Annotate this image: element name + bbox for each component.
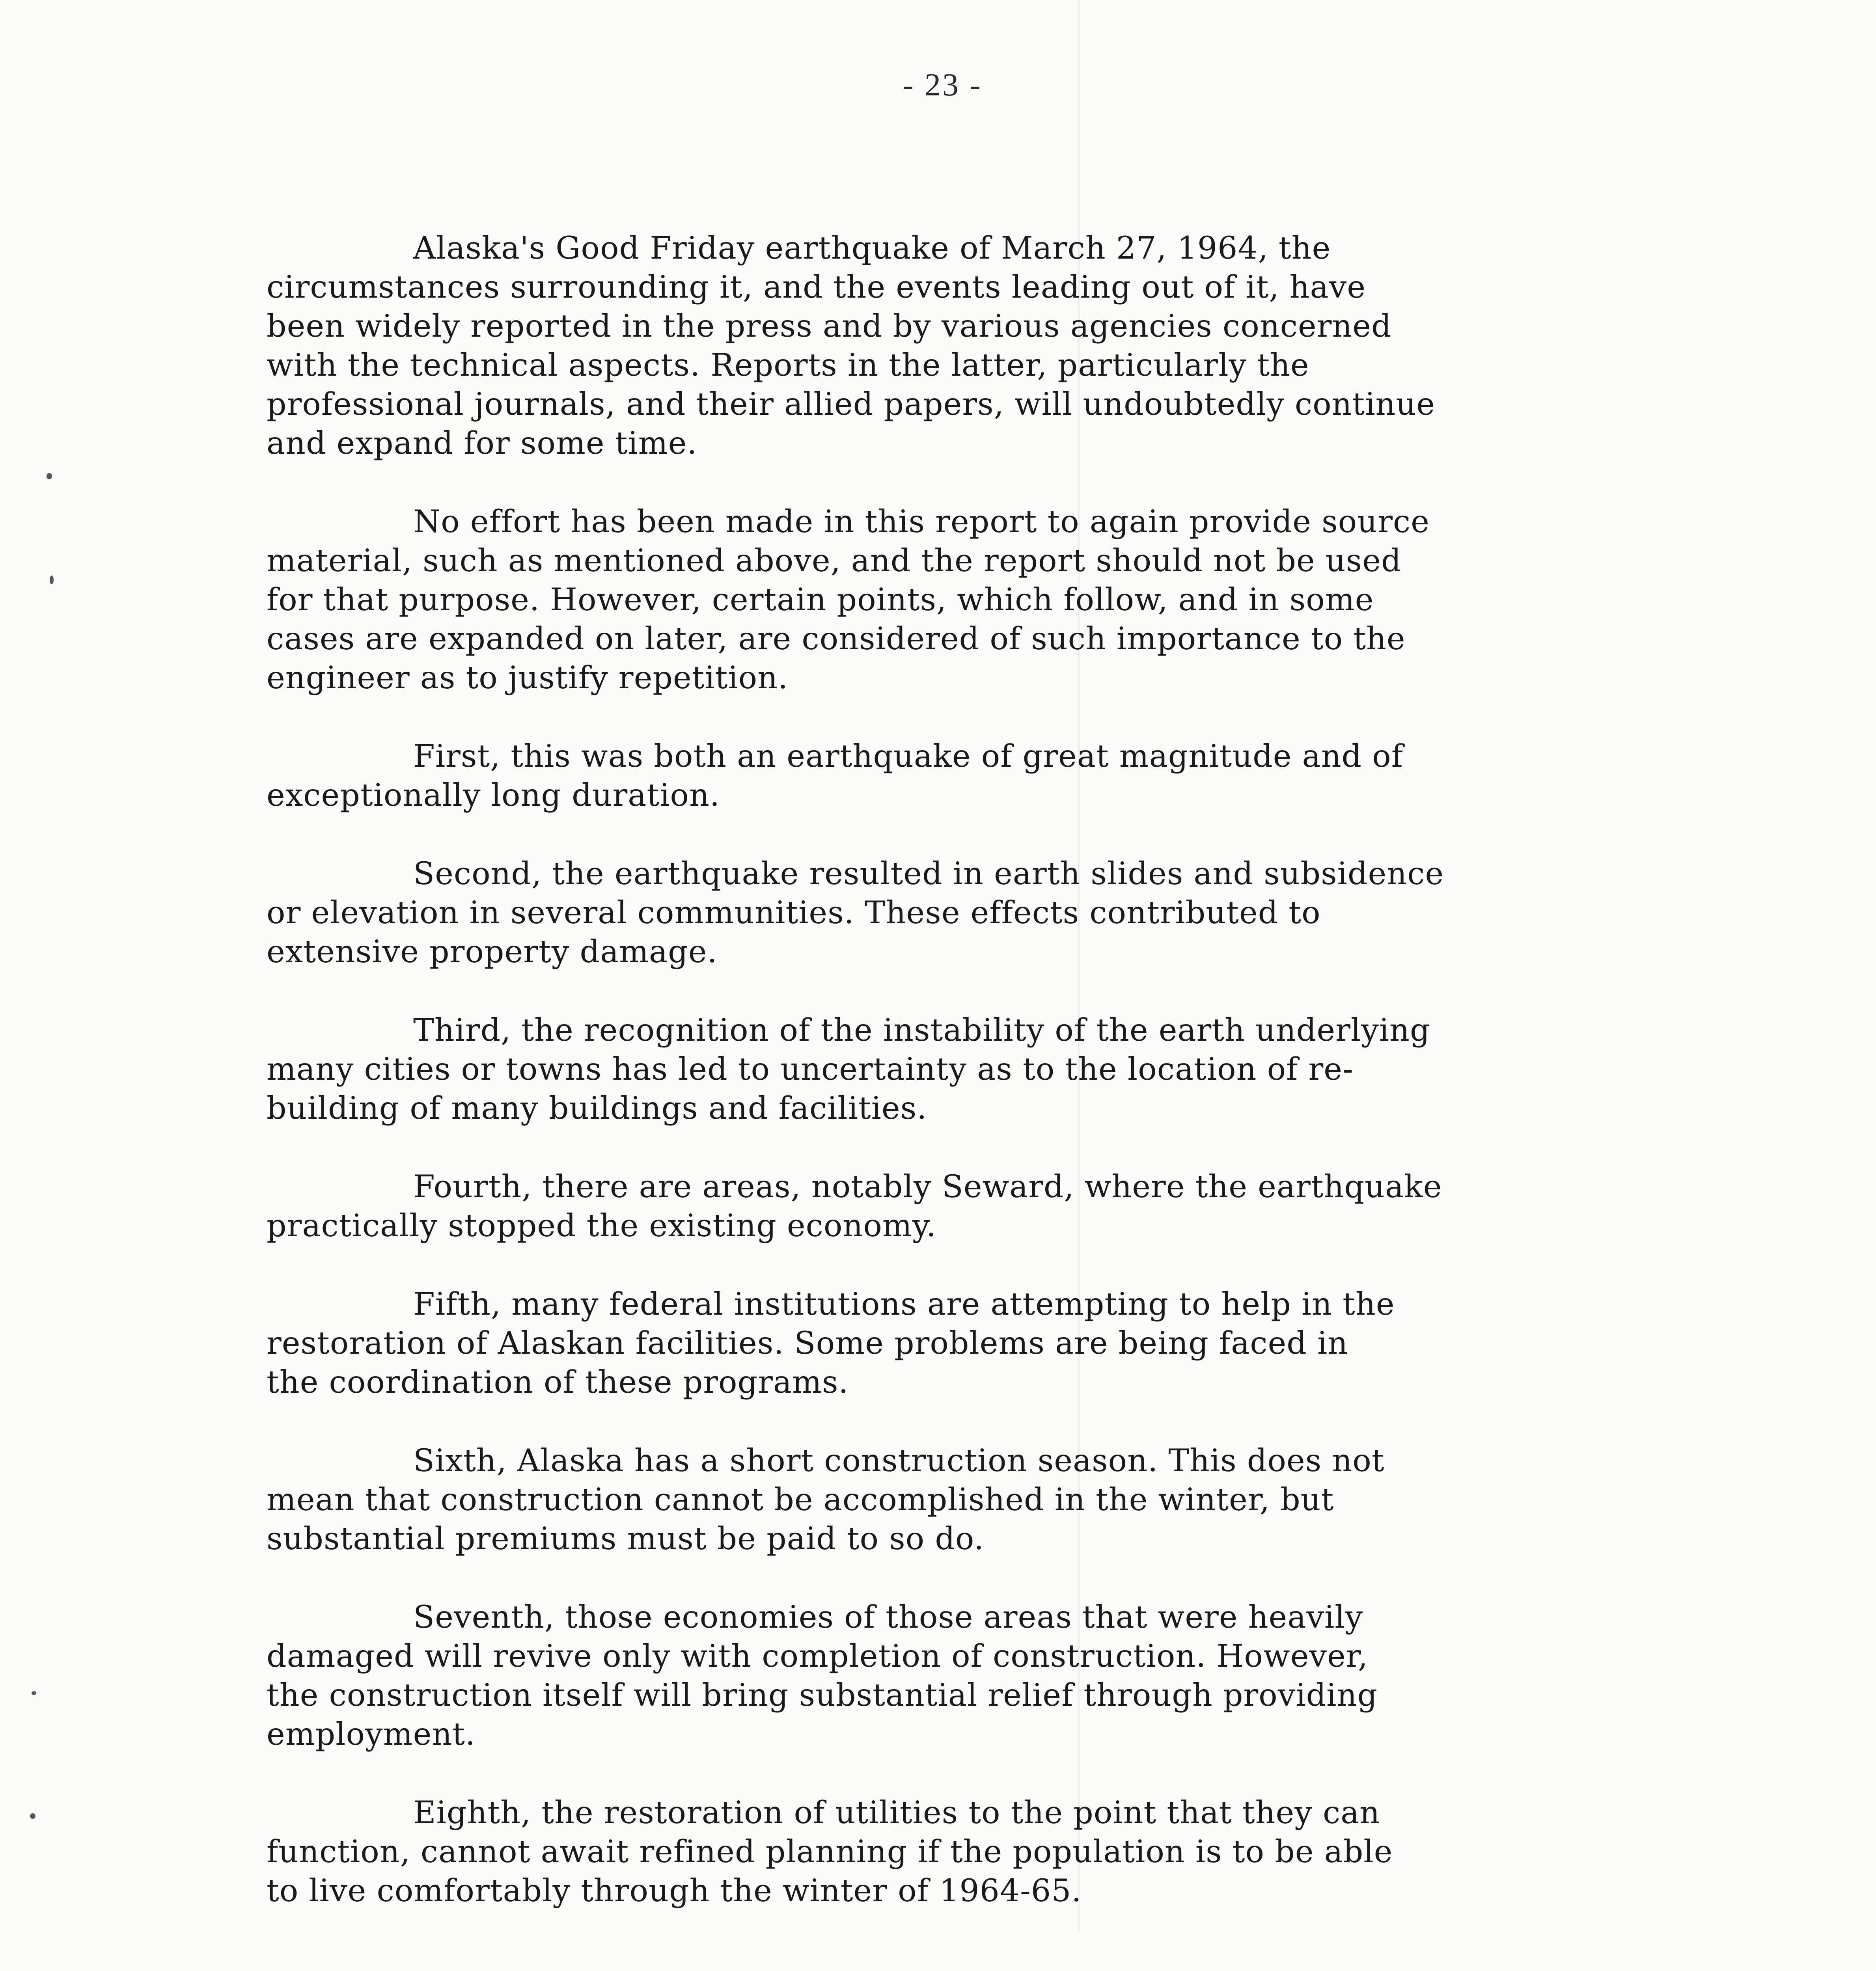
paragraph-fourth-point: Fourth, there are areas, notably Seward, where the earthquake practically stopped the existing economy.	[267, 1168, 1442, 1244]
scan-speck	[47, 473, 52, 479]
paragraph-intro: Alaska's Good Friday earthquake of March 27, 1964, the circumstances surrounding it, and the events leading out of it, have been widely reported in the press and by various agencies concerned with the technical aspects. Reports in the latter, particularly the professional journals, and their allied papers, will undoubtedly continue and expand for some time.	[267, 230, 1436, 461]
paragraph-fifth-point: Fifth, many federal institutions are attempting to help in the restoration of Alaskan facilities. Some problems are being faced in the coordination of these programs.	[267, 1286, 1395, 1400]
scan-speck	[50, 576, 54, 584]
scan-speck	[32, 1691, 36, 1695]
paragraph-sixth-point: Sixth, Alaska has a short construction season. This does not mean that construction cannot be accomplished in the winter, but substantial premiums must be paid to so do.	[267, 1442, 1385, 1557]
paragraph-eighth-point: Eighth, the restoration of utilities to the point that they can function, cannot await refined planning if the population is to be able to live comfortably through the winter of 1964-65.	[267, 1794, 1393, 1909]
document-body	[267, 229, 1710, 1950]
page-number: - 23 -	[903, 67, 982, 102]
paragraph-seventh-point: Seventh, those economies of those areas that were heavily damaged will revive only with completion of construction. However, the construction itself will bring substantial relief through providing employment.	[267, 1599, 1378, 1752]
paragraph-third-point: Third, the recognition of the instability of the earth underlying many cities or towns has led to uncertainty as to the location of re- building of many buildings and facilities.	[267, 1012, 1430, 1126]
scan-speck	[30, 1813, 35, 1819]
paragraph-second-point: Second, the earthquake resulted in earth slides and subsidence or elevation in several communities. These effects contributed to extensive property damage.	[267, 855, 1444, 970]
paragraph-purpose: No effort has been made in this report to again provide source material, such as mentioned above, and the report should not be used for that purpose. However, certain points, which follow, and in some cases are expanded on later, are considered of such importance to the engineer as to justify repetition.	[267, 503, 1430, 696]
paragraph-first-point: First, this was both an earthquake of great magnitude and of exceptionally long duration.	[267, 738, 1403, 813]
